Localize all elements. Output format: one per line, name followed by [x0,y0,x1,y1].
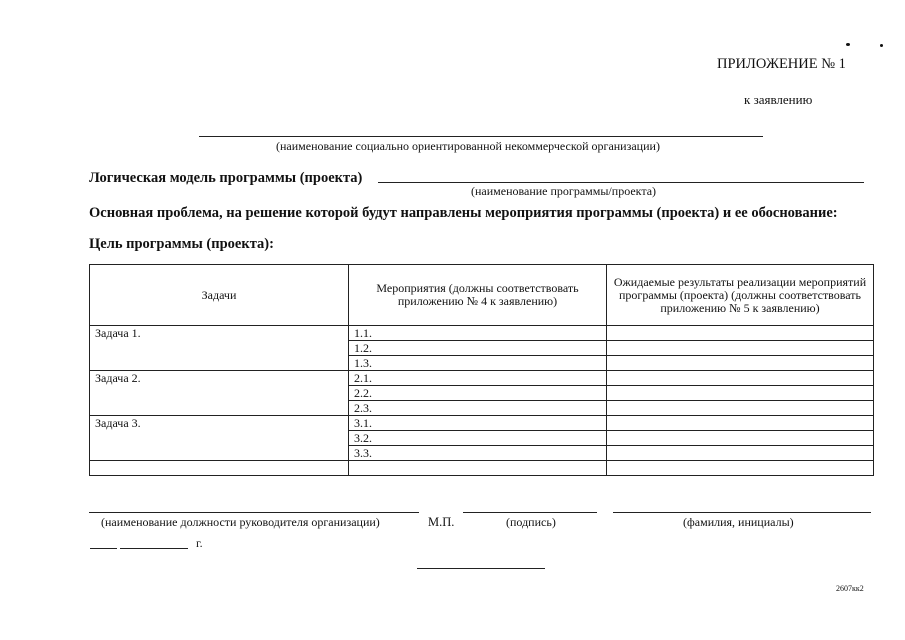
model-label: Логическая модель программы (проекта) [89,170,363,186]
model-name-line[interactable] [378,182,864,183]
task-label: Задача 2. [95,371,141,385]
result-cell[interactable] [607,386,874,401]
event-cell[interactable] [349,341,607,356]
position-caption: (наименование должности руководителя организации) [101,515,380,529]
event-number: 3.2. [354,431,372,445]
table-row [90,326,874,341]
event-cell[interactable] [349,446,607,461]
event-number: 1.1. [354,326,372,340]
task-cell[interactable] [90,371,349,416]
name-caption: (фамилия, инициалы) [683,515,794,529]
task-label: Задача 3. [95,416,141,430]
year-suffix: г. [196,536,203,550]
table-row [90,416,874,431]
to-application-text: к заявлению [744,92,813,107]
task-cell[interactable] [90,416,349,461]
result-cell[interactable] [607,416,874,431]
table-row-empty [90,461,874,476]
signature-line[interactable] [463,512,597,513]
signature-caption: (подпись) [506,515,556,529]
position-line[interactable] [89,512,419,513]
header-events: Мероприятия (должны соответствовать приложению № 4 к заявлению) [349,265,607,326]
task-cell[interactable] [90,461,349,476]
scan-speck [880,44,883,47]
event-cell[interactable] [349,326,607,341]
result-cell[interactable] [607,431,874,446]
scan-speck [846,43,850,46]
result-cell[interactable] [607,356,874,371]
header-results: Ожидаемые результаты реализации мероприятий программы (проекта) (должны соответствовать приложению № 5 к заявлению) [607,265,874,326]
event-number: 2.3. [354,401,372,415]
event-number: 1.2. [354,341,372,355]
model-name-caption: (наименование программы/проекта) [471,184,657,198]
problem-label: Основная проблема, на решение которой будут направлены мероприятия программы (проекта) и ее обоснование: [89,205,838,221]
org-name-caption: (наименование социально ориентированной некоммерческой организации) [276,139,660,153]
event-cell[interactable] [349,416,607,431]
event-cell[interactable] [349,386,607,401]
event-number: 3.1. [354,416,372,430]
result-cell[interactable] [607,461,874,476]
event-cell[interactable] [349,356,607,371]
result-cell[interactable] [607,401,874,416]
table-header-row [90,265,874,326]
task-cell[interactable] [90,326,349,371]
event-cell[interactable] [349,371,607,386]
result-cell[interactable] [607,341,874,356]
event-cell[interactable] [349,431,607,446]
event-number: 2.2. [354,386,372,400]
table-row [90,371,874,386]
appendix-title: ПРИЛОЖЕНИЕ № 1 [717,56,846,72]
org-name-line[interactable] [199,136,763,137]
event-number: 3.3. [354,446,372,460]
event-cell[interactable] [349,461,607,476]
event-cell[interactable] [349,401,607,416]
task-label: Задача 1. [95,326,141,340]
header-tasks: Задачи [90,265,349,326]
bottom-line [417,568,545,569]
result-cell[interactable] [607,371,874,386]
stamp-label: М.П. [428,515,455,529]
name-line[interactable] [613,512,871,513]
goal-label: Цель программы (проекта): [89,236,274,252]
event-number: 1.3. [354,356,372,370]
date-month-line[interactable] [120,548,188,549]
event-number: 2.1. [354,371,372,385]
result-cell[interactable] [607,326,874,341]
document-code: 2607кк2 [836,584,864,593]
result-cell[interactable] [607,446,874,461]
logical-model-table [89,264,874,476]
date-day-line[interactable] [90,548,117,549]
